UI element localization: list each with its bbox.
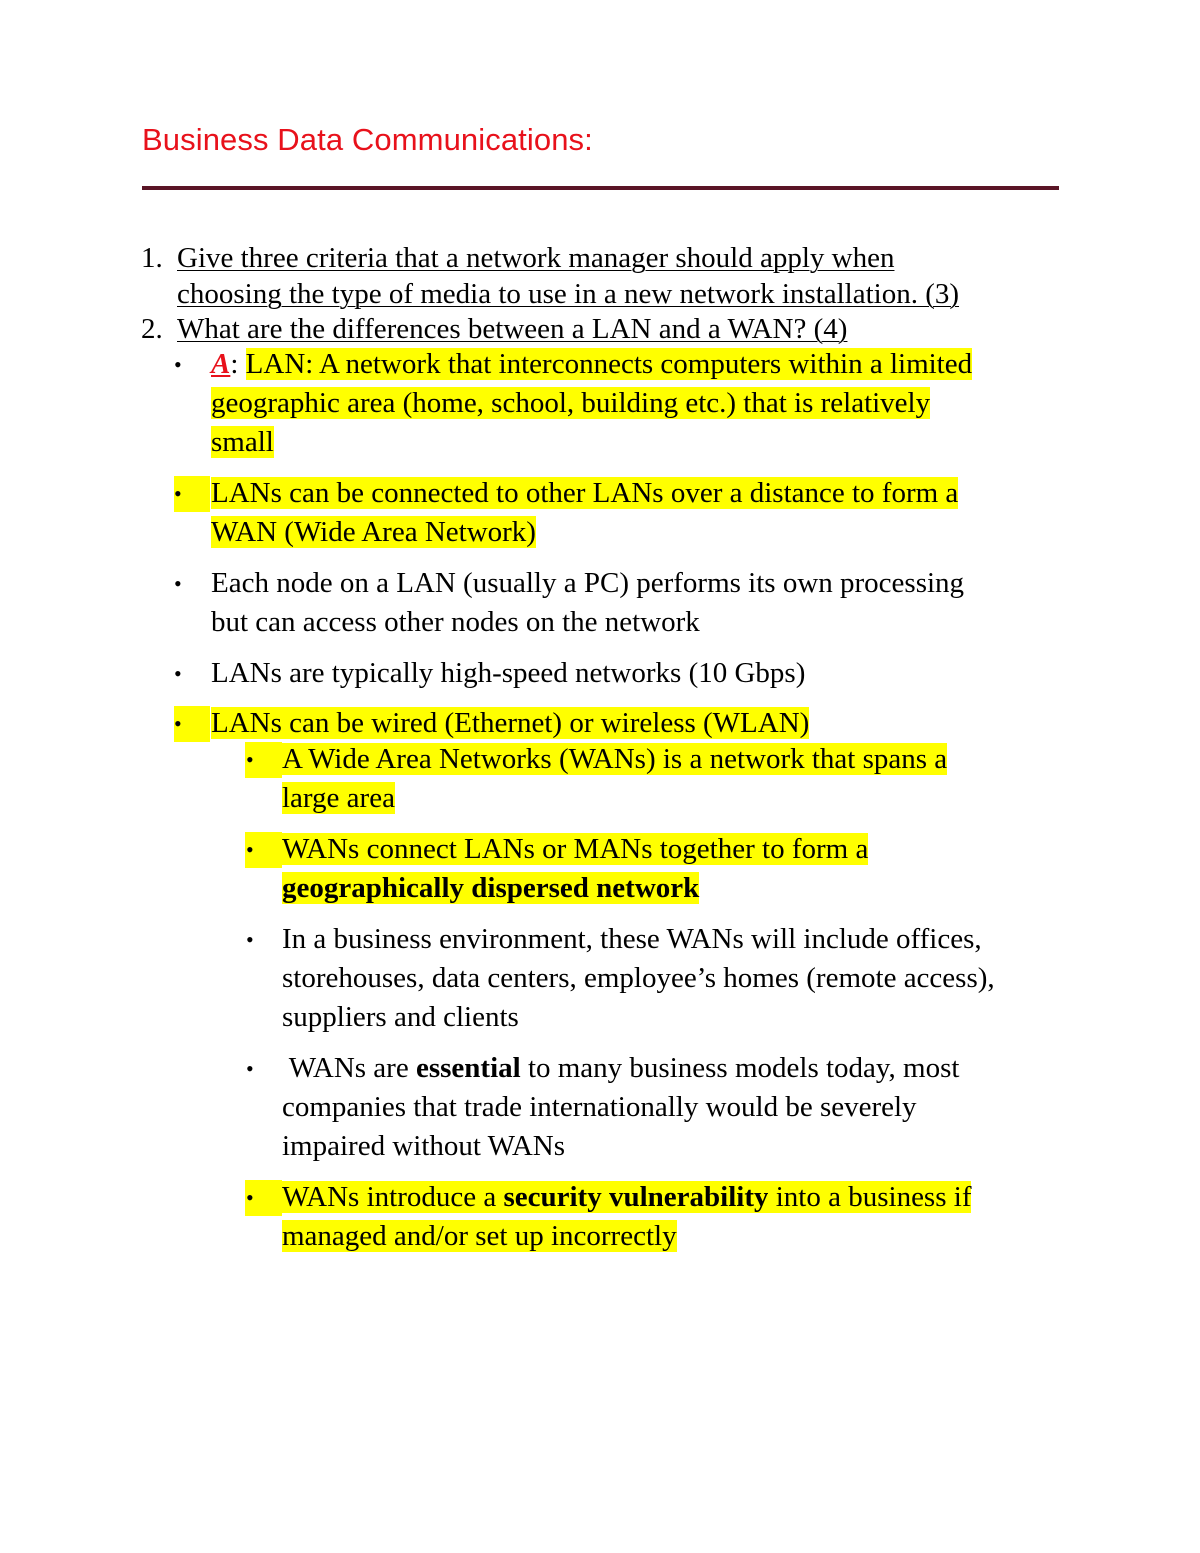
list-item-line: LANs can be wired (Ethernet) or wireless (WLAN) <box>211 707 810 739</box>
bullet-icon: • <box>174 481 182 506</box>
bullet-icon: • <box>246 927 254 952</box>
list-item-line: impaired without WANs <box>282 1130 565 1162</box>
list-item-line: WANs connect LANs or MANs together to form a <box>282 833 869 865</box>
list-item-line: large area <box>282 782 395 814</box>
bullet-icon: • <box>246 1185 254 1210</box>
question-number: 1. <box>141 242 163 274</box>
bullet-icon: • <box>246 747 254 772</box>
list-item-line: WANs introduce a security vulnerability into a business if <box>282 1181 972 1213</box>
question-number: 2. <box>141 313 163 345</box>
list-item-line: but can access other nodes on the network <box>211 606 700 638</box>
list-item-line: Each node on a LAN (usually a PC) performs its own processing <box>211 567 965 599</box>
title-divider <box>142 186 1059 190</box>
question-text-line: What are the differences between a LAN and a WAN? (4) <box>177 313 848 345</box>
list-item-line: WANs are essential to many business models today, most <box>282 1052 960 1084</box>
list-item-line: companies that trade internationally would be severely <box>282 1091 917 1123</box>
bullet-icon: • <box>246 1056 254 1081</box>
list-item-line: geographic area (home, school, building etc.) that is relatively <box>211 387 931 419</box>
answer-marker: A <box>211 348 231 380</box>
list-item-line <box>211 345 972 384</box>
question-text-line: Give three criteria that a network manager should apply when <box>177 242 895 274</box>
list-item-line: LANs can be connected to other LANs over a distance to form a <box>211 477 959 509</box>
list-item-line: LANs are typically high-speed networks (10 Gbps) <box>211 657 806 689</box>
list-item-text: LAN: A network that interconnects computers within a limited <box>245 348 973 380</box>
answer-separator: : <box>230 348 239 380</box>
list-item-line: small <box>211 426 274 458</box>
document-title: Business Data Communications: <box>142 122 593 157</box>
list-item-line: storehouses, data centers, employee’s homes (remote access), <box>282 962 995 994</box>
list-item-line: WAN (Wide Area Network) <box>211 516 536 548</box>
bullet-icon: • <box>174 352 182 377</box>
question-text-line: choosing the type of media to use in a new network installation. (3) <box>177 278 960 310</box>
list-item-line: In a business environment, these WANs will include offices, <box>282 923 982 955</box>
question-1 <box>0 240 1200 312</box>
bullet-icon: • <box>246 837 254 862</box>
list-item-line: managed and/or set up incorrectly <box>282 1220 677 1252</box>
list-item-line: suppliers and clients <box>282 1001 519 1033</box>
list-item-line: geographically dispersed network <box>282 872 700 904</box>
list-item-line: A Wide Area Networks (WANs) is a network that spans a <box>282 743 948 775</box>
bullet-icon: • <box>174 711 182 736</box>
bullet-icon: • <box>174 571 182 596</box>
bullet-icon: • <box>174 661 182 686</box>
question-2 <box>0 311 1200 347</box>
